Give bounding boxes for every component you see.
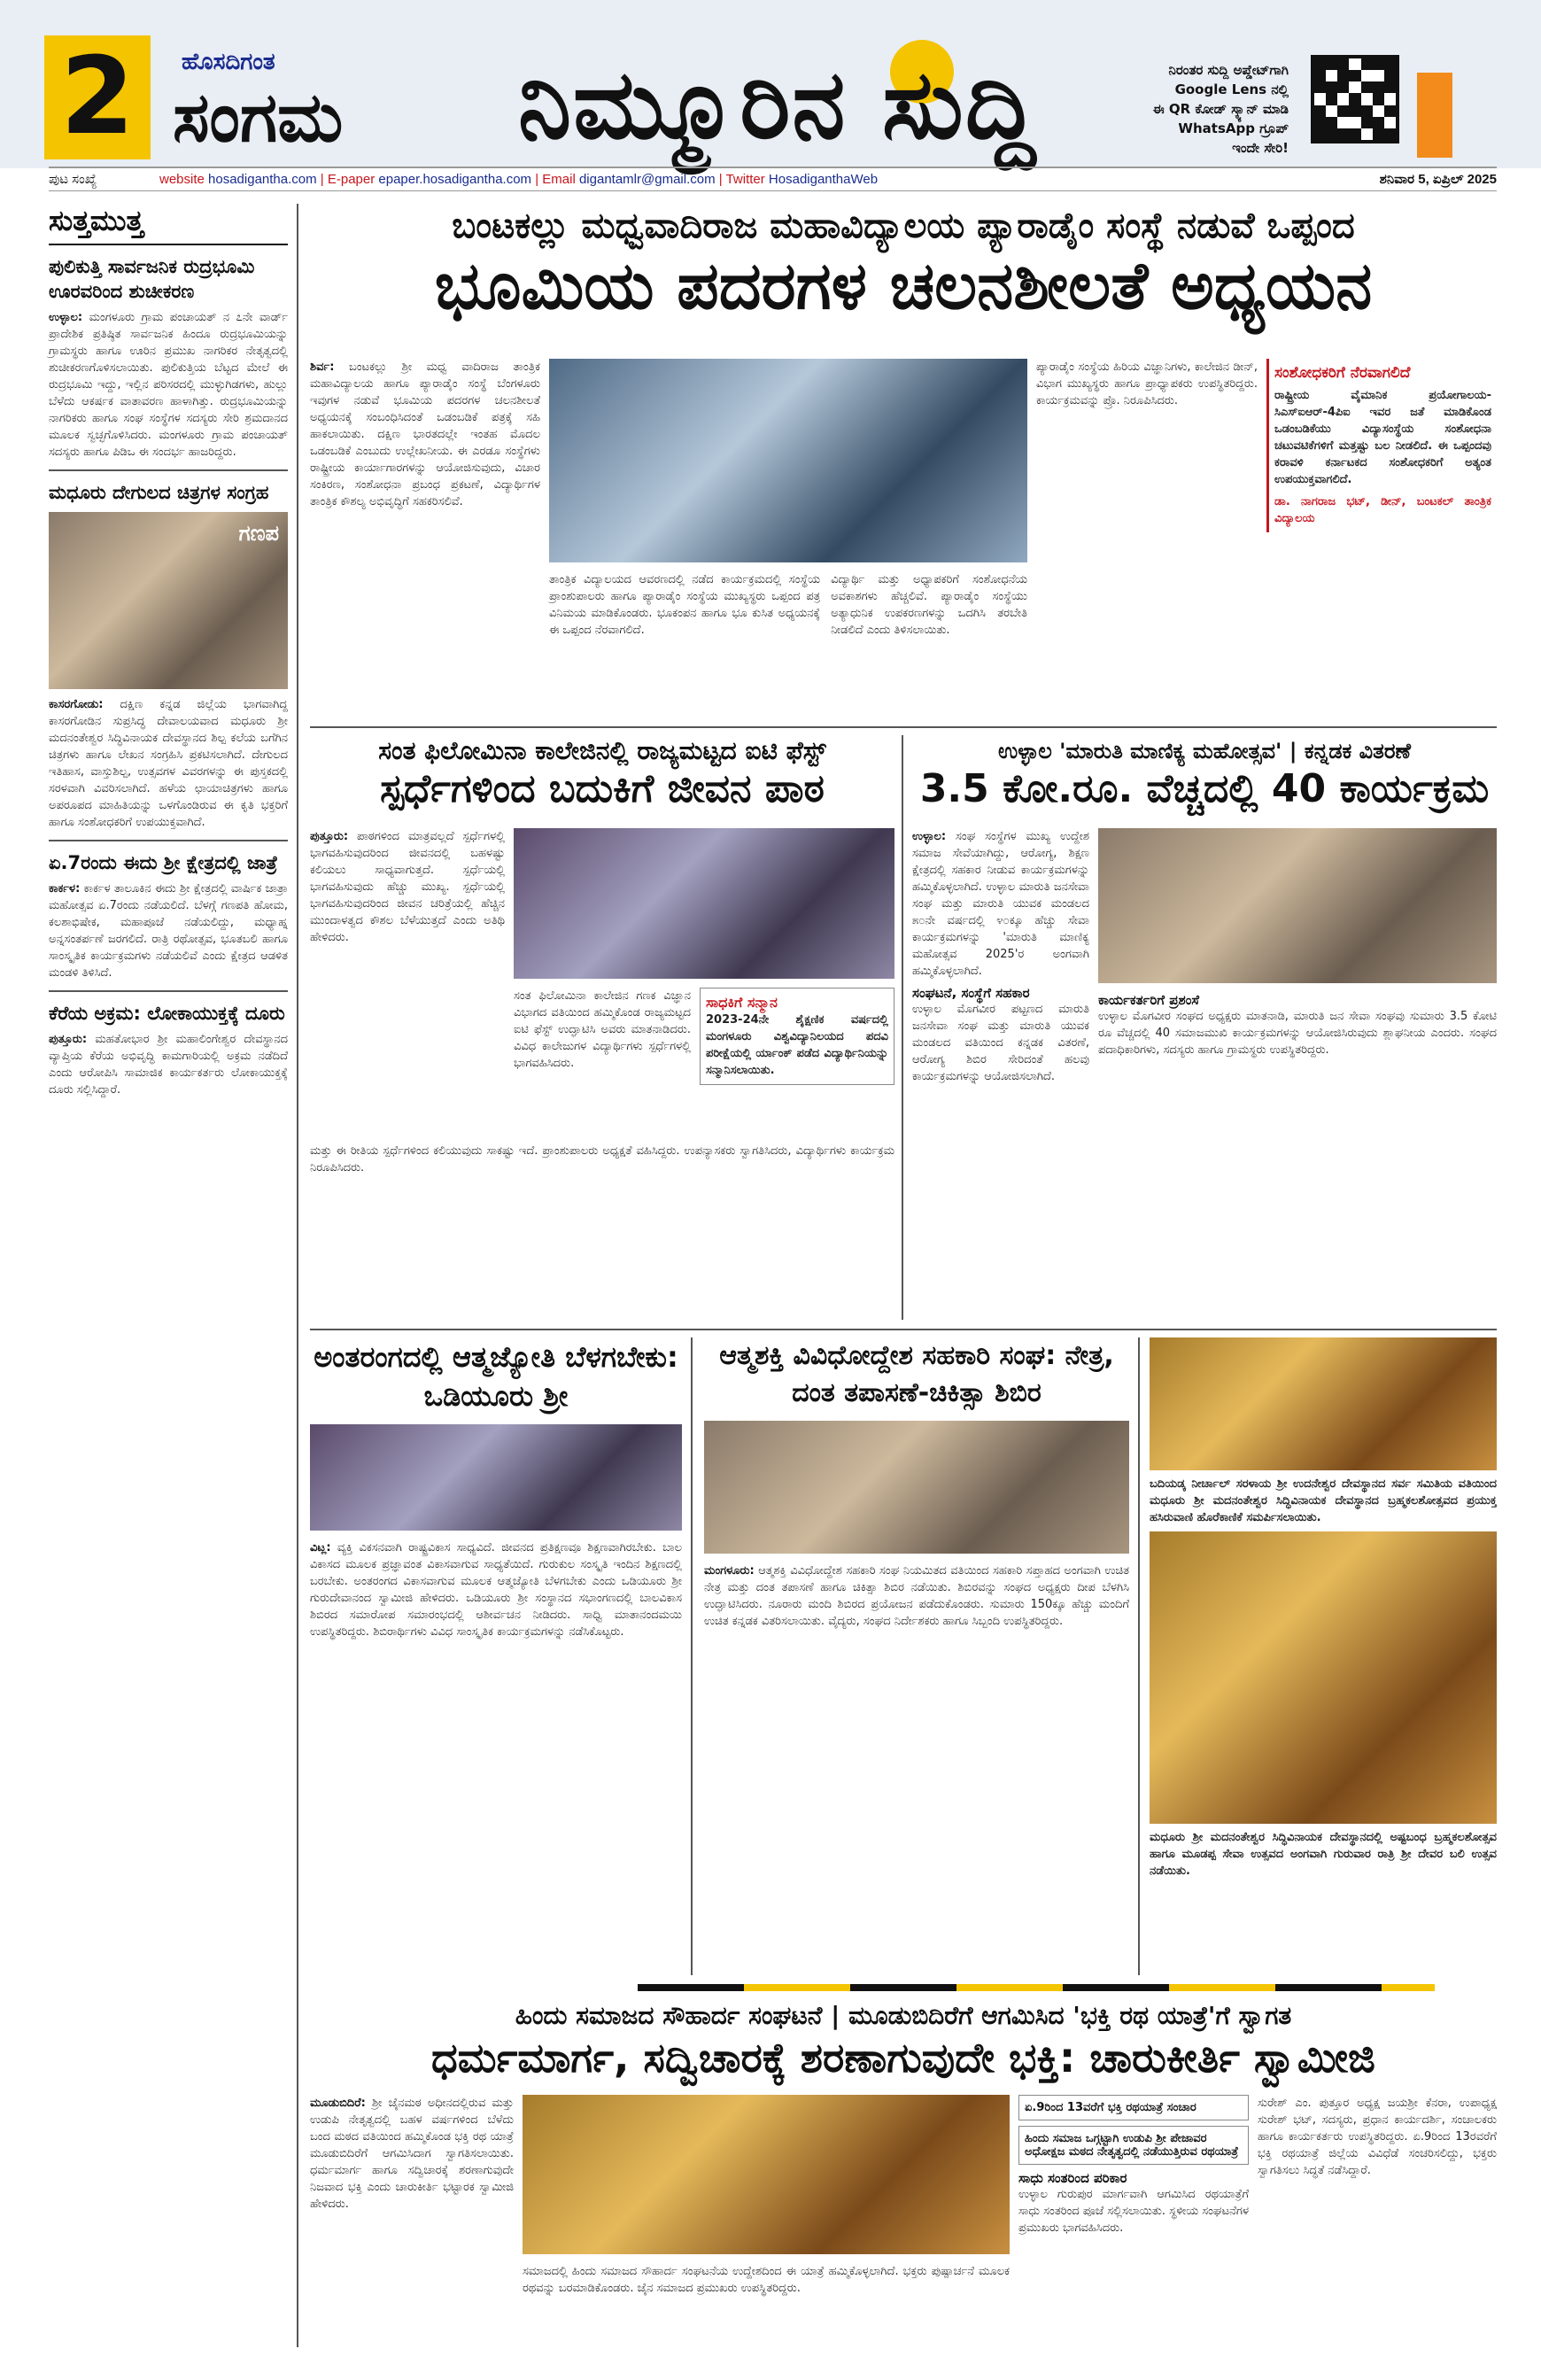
story-body: ತಾಂತ್ರಿಕ ವಿದ್ಯಾಲಯದ ಆವರಣದಲ್ಲಿ ನಡೆದ ಕಾರ್ಯಕ್ರಮದಲ್ಲಿ ಸಂಸ್ಥೆಯ ಪ್ರಾಂಶುಪಾಲರು ಹಾಗೂ ಪ್ಯಾರಾಡೈಂ ಸಂಸ್ಥೆಯ ಮುಖ್ಯಸ್ಥರು ಒಪ್ಪಂದ ಪತ್ರ ವಿನಿಮಯ ಮಾಡಿಕೊಂಡರು. ಭೂಕಂಪನ ಹಾಗೂ ಭೂ ಕುಸಿತ ಅಧ್ಯಯನಕ್ಕೆ ಈ ಒಪ್ಪಂದ ನೆರವಾಗಲಿದೆ. (549, 573, 821, 637)
story-column (912, 828, 1089, 1085)
qr-code-icon[interactable] (1311, 55, 1399, 143)
it-fest-photo (514, 828, 894, 979)
story-column (1036, 359, 1258, 409)
story-headline: ಅಂತರಂಗದಲ್ಲಿ ಆತ್ಮಜ್ಯೋತಿ ಬೆಳಗಬೇಕು: ಒಡಿಯೂರು ಶ್ರೀ (314, 1340, 678, 1413)
story-body: ಮೂಡುಬಿದಿರೆ: ಶ್ರೀ ಜೈನಮಠ ಅಧೀನದಲ್ಲಿರುವ ಮತ್ತು ಉಡುಪಿ ನೇತೃತ್ವದಲ್ಲಿ ಬಹಳ ವರ್ಷಗಳಿಂದ ಬೆಳೆದು ಬಂದ ಮಠದ ವತಿಯಿಂದ ಹಮ್ಮಿಕೊಂಡ ಭಕ್ತಿ ರಥ ಯಾತ್ರೆ ಮೂಡುಬಿದಿರೆಗೆ ಆಗಮಿಸಿದಾಗ ಸ್ವಾಗತಿಸಲಾಯಿತು. ಧರ್ಮಮಾರ್ಗ ಹಾಗೂ ಸದ್ವಿಚಾರಕ್ಕೆ ಶರಣಾಗುವುದೇ ನಿಜವಾದ ಭಕ್ತಿ ಎಂದು ಚಾರುಕೀರ್ತಿ ಭಟ್ಟಾರಕ ಸ್ವಾಮೀಜಿ ಹೇಳಿದರು. (310, 2097, 514, 2211)
box-body: 2023-24ನೇ ಶೈಕ್ಷಣಿಕ ವರ್ಷದಲ್ಲಿ ಮಂಗಳೂರು ವಿಶ್ವವಿದ್ಯಾನಿಲಯದ ಪದವಿ ಪರೀಕ್ಷೆಯಲ್ಲಿ ರ್ಯಾಂಕ್ ಪಡೆದ ವಿದ್ಯಾರ್ಥಿನಿಯನ್ನು ಸನ್ಮಾನಿಸಲಾಯಿತು. (706, 1013, 888, 1077)
epaper-link[interactable]: E-paper epaper.hosadigantha.com (327, 172, 532, 187)
rathayatra-photo (523, 2095, 1010, 2254)
quote-title: ಸಂಶೋಧಕರಿಗೆ ನೆರವಾಗಲಿದೆ (1274, 364, 1411, 382)
story-column (1258, 2095, 1497, 2179)
story-headline: ಆತ್ಮಶಕ್ತಿ ವಿವಿಧೋದ್ದೇಶ ಸಹಕಾರಿ ಸಂಘ: ನೇತ್ರ, ದಂತ ತಪಾಸಣೆ-ಚಿಕಿತ್ಸಾ ಶಿಬಿರ (719, 1340, 1114, 1408)
brand-name: ಸಂಗಮ (173, 78, 344, 158)
divider (310, 1329, 1497, 1330)
left-column (49, 204, 288, 1098)
story-column (523, 2263, 1010, 2297)
story-body: ಮಂಗಳೂರು: ಆತ್ಮಶಕ್ತಿ ವಿವಿಧೋದ್ದೇಶ ಸಹಕಾರಿ ಸಂಘ ನಿಯಮಿತದ ವತಿಯಿಂದ ಸಹಕಾರಿ ಸಪ್ತಾಹದ ಅಂಗವಾಗಿ ಉಚಿತ ನೇತ್ರ ಮತ್ತು ದಂತ ತಪಾಸಣೆ ಹಾಗೂ ಚಿಕಿತ್ಸಾ ಶಿಬಿರ ನಡೆಯಿತು. ಶಿಬಿರವನ್ನು ಸಂಘದ ಅಧ್ಯಕ್ಷರು ದೀಪ ಬೆಳಗಿಸಿ ಉದ್ಘಾಟಿಸಿದರು. ನೂರಾರು ಮಂದಿ ಶಿಬಿರದ ಪ್ರಯೋಜನ ಪಡೆದುಕೊಂಡರು. ಸುಮಾರು 150ಕ್ಕೂ ಹೆಚ್ಚು ಮಂದಿಗೆ ಉಚಿತ ಕನ್ನಡಕ ವಿತರಿಸಲಾಯಿತು. ವೈದ್ಯರು, ಸಂಘದ ನಿರ್ದೇಶಕರು ಹಾಗೂ ಸಿಬ್ಬಂದಿ ಉಪಸ್ಥಿತರಿದ್ದರು. (704, 1564, 1130, 1628)
masthead-title: ನಿಮ್ಮೂರಿನ ಸುದ್ದಿ (518, 49, 1038, 160)
maruthi-photo (1098, 828, 1497, 983)
column-rule (691, 1337, 693, 1975)
quote-body: ರಾಷ್ಟ್ರೀಯ ವೈಮಾನಿಕ ಪ್ರಯೋಗಾಲಯ-ಸಿಎಸ್‌ಐಆರ್-4ಪಿಐ ಇವರ ಜತೆ ಮಾಡಿಕೊಂಡ ಒಡಂಬಡಿಕೆಯು ವಿದ್ಯಾಸಂಸ್ಥೆಯ ಸಂಶೋಧನಾ ಚಟುವಟಿಕೆಗಳಿಗೆ ಮತ್ತಷ್ಟು ಬಲ ನೀಡಲಿದೆ. ಈ ಒಪ್ಪಂದವು ಕರಾವಳಿ ಕರ್ನಾಟಕದ ಸಂಶೋಧಕರಿಗೆ ಅತ್ಯಂತ ಉಪಯುಕ್ತವಾಗಲಿದೆ. (1274, 389, 1491, 486)
story-kicker: ಬಂಟಕಲ್ಲು ಮಧ್ವವಾದಿರಾಜ ಮಹಾವಿದ್ಯಾಲಯ ಪ್ಯಾರಾಡೈಂ ಸಂಸ್ಥೆ ನಡುವೆ ಒಪ್ಪಂದ (452, 205, 1355, 246)
story-body: ಉಳ್ಳಾಲ ಮೊಗವೀರ ಸಂಘದ ಅಧ್ಯಕ್ಷರು ಮಾತನಾಡಿ, ಮಾರುತಿ ಜನ ಸೇವಾ ಸಂಘವು ಸುಮಾರು 3.5 ಕೋಟಿ ರೂ ವೆಚ್ಚದಲ್ಲಿ 40 ಸಮಾಜಮುಖಿ ಕಾರ್ಯಕ್ರಮಗಳನ್ನು ಆಯೋಜಿಸಿರುವುದು ಶ್ಲಾಘನೀಯ ಎಂದರು. ಸಂಘದ ಪದಾಧಿಕಾರಿಗಳು, ಸದಸ್ಯರು ಹಾಗೂ ಗ್ರಾಮಸ್ಥರು ಉಪಸ್ಥಿತರಿದ್ದರು. (1098, 1010, 1497, 1057)
mou-photo (549, 359, 1027, 562)
felicitation-box (700, 988, 894, 1085)
story-column (1018, 2095, 1249, 2237)
divider (49, 840, 288, 841)
info-box: ಏ.9ರಿಂದ 13ವರೆಗೆ ಭಕ್ತಿ ರಥಯಾತ್ರೆ ಸಂಚಾರ (1018, 2095, 1249, 2120)
aathmashakthi-story (704, 1337, 1129, 1630)
story-body: ವಿದ್ಯಾರ್ಥಿ ಮತ್ತು ಅಧ್ಯಾಪಕರಿಗೆ ಸಂಶೋಧನೆಯ ಅವಕಾಶಗಳು ಹೆಚ್ಚಲಿವೆ. ಪ್ಯಾರಾಡೈಂ ಸಂಸ್ಥೆಯು ಅತ್ಯಾಧುನಿಕ ಉಪಕರಣಗಳನ್ನು ಒದಗಿಸಿ ತರಬೇತಿ ನೀಡಲಿದೆ ಎಂದು ತಿಳಿಸಲಾಯಿತು. (831, 573, 1027, 637)
offering-photo (1150, 1337, 1497, 1470)
story-body: ಶಿರ್ವ: ಬಂಟಕಲ್ಲು ಶ್ರೀ ಮಧ್ವ ವಾದಿರಾಜ ತಾಂತ್ರಿಕ ಮಹಾವಿದ್ಯಾಲಯ ಹಾಗೂ ಪ್ಯಾರಾಡೈಂ ಸಂಸ್ಥೆ ಬೆಂಗಳೂರು ಇವುಗಳ ನಡುವೆ ಭೂಮಿಯ ಪದರಗಳ ಚಲನಶೀಲತೆ ಅಧ್ಯಯನಕ್ಕೆ ಸಂಬಂಧಿಸಿದಂತೆ ಒಡಂಬಡಿಕೆ ಪತ್ರಕ್ಕೆ ಸಹಿ ಹಾಕಲಾಯಿತು. ದಕ್ಷಿಣ ಭಾರತದಲ್ಲೇ ಇಂತಹ ಮೊದಲ ಒಡಂಬಡಿಕೆ ಎಂಬುದು ಉಲ್ಲೇಖನೀಯ. ಈ ಎರಡೂ ಸಂಸ್ಥೆಗಳು ರಾಷ್ಟ್ರೀಯ ಕಾರ್ಯಾಗಾರಗಳನ್ನು ಆಯೋಜಿಸುವುದು, ವಿಚಾರ ಸಂಕಿರಣ, ಸಂಶೋಧನಾ ಪ್ರಬಂಧ ಪ್ರಕಟಣೆ, ವಿದ್ಯಾರ್ಥಿಗಳ ತಾಂತ್ರಿಕ ಕೌಶಲ್ಯ ಅಭಿವೃದ್ಧಿಗೆ ಸಹಕರಿಸಲಿವೆ. (310, 360, 540, 508)
story-body: ಉಳ್ಳಾಲ ಗುರುಪುರ ಮಾರ್ಗವಾಗಿ ಆಗಮಿಸಿದ ರಥಯಾತ್ರೆಗೆ ಸಾಧು ಸಂತರಿಂದ ಪೂಜೆ ಸಲ್ಲಿಸಲಾಯಿತು. ಸ್ಥಳೀಯ ಸಂಘಟನೆಗಳ ಪ್ರಮುಖರು ಭಾಗವಹಿಸಿದರು. (1018, 2188, 1250, 2235)
story-subhead: ಸಾಧು ಸಂತರಿಂದ ಪರಿಕಾರ (1018, 2170, 1127, 2186)
story-headline: 3.5 ಕೋ.ರೂ. ವೆಚ್ಚದಲ್ಲಿ 40 ಕಾರ್ಯಕ್ರಮ (919, 766, 1490, 811)
story-columns (549, 571, 1027, 639)
story-body: ಸಮಾಜದಲ್ಲಿ ಹಿಂದು ಸಮಾಜದ ಸೌಹಾರ್ದ ಸಂಘಟನೆಯ ಉದ್ದೇಶದಿಂದ ಈ ಯಾತ್ರೆ ಹಮ್ಮಿಕೊಳ್ಳಲಾಗಿದೆ. ಭಕ್ತರು ಪುಷ್ಪಾರ್ಚನೆ ಮೂಲಕ ರಥವನ್ನು ಬರಮಾಡಿಕೊಂಡರು. ಜೈನ ಸಮಾಜದ ಪ್ರಮುಖರು ಉಪಸ್ಥಿತರಿದ್ದರು. (523, 2265, 1010, 2295)
section-label: ಸುತ್ತಮುತ್ತ (49, 204, 288, 245)
lead-story (310, 204, 1497, 324)
story-title: ಪುಲಿಕುತ್ತಿ ಸಾರ್ವಜನಿಕ ರುದ್ರಭೂಮಿ ಊರವರಿಂದ ಶುಚೀಕರಣ (49, 256, 255, 302)
story-body: ಉಳ್ಳಾಲ: ಸಂಘ ಸಂಸ್ಥೆಗಳ ಮುಖ್ಯ ಉದ್ದೇಶ ಸಮಾಜ ಸೇವೆಯಾಗಿದ್ದು, ಆರೋಗ್ಯ, ಶಿಕ್ಷಣ ಕ್ಷೇತ್ರದಲ್ಲಿ ಸಹಕಾರ ನೀಡುವ ಕಾರ್ಯಕ್ರಮಗಳನ್ನು ಹಮ್ಮಿಕೊಳ್ಳಲಾಗಿದೆ. ಉಳ್ಳಾಲ ಮಾರುತಿ ಜನಸೇವಾ ಸಂಘ ಮತ್ತು ಮಾರುತಿ ಯುವಕ ಮಂಡಲದ ೫೦ನೇ ವರ್ಷದಲ್ಲಿ ೪೦ಕ್ಕೂ ಹೆಚ್ಚು ಸೇವಾ ಕಾರ್ಯಕ್ರಮಗಳನ್ನು 'ಮಾರುತಿ ಮಾಣಿಕ್ಯ ಮಹೋತ್ಸವ 2025'ರ ಅಂಗವಾಗಿ ಹಮ್ಮಿಕೊಳ್ಳಲಾಗಿದೆ. (912, 830, 1089, 978)
column-rule (1138, 1337, 1140, 1975)
story-body: ಉಳ್ಳಾಲ: ಮಂಗಳೂರು ಗ್ರಾಮ ಪಂಚಾಯತ್ ನ ೭ನೇ ವಾರ್ಡ್ ಪ್ರಾದೇಶಿಕ ಪ್ರತಿಷ್ಠಿತ ಸಾರ್ವಜನಿಕ ಹಿಂದೂ ರುದ್ರಭೂಮಿಯನ್ನು ಗ್ರಾಮಸ್ಥರು ಹಾಗೂ ಊರಿನ ಪ್ರಮುಖ ನಾಗರಿಕರ ನೇತೃತ್ವದಲ್ಲಿ ಶುಚೀಕರಣಗೊಳಿಸಲಾಯಿತು. ಪುಲಿಕುತ್ತಿಯ ಬೆಟ್ಟದ ಮೇಲೆ ಈ ರುದ್ರಭೂಮಿ ಇದ್ದು, ಇಲ್ಲಿನ ಪರಿಸರದಲ್ಲಿ ಮುಳ್ಳುಗಿಡಗಳು, ಹುಲ್ಲು ಬೆಳೆದು ಆಕರ್ಷಕ ವಾತಾವರಣ ಹಾಳಾಗಿತ್ತು. ರುದ್ರಭೂಮಿಯನ್ನು ನಾಗರಿಕರು ಹಾಗೂ ಸಂಘ ಸಂಸ್ಥೆಗಳ ಸದಸ್ಯರು ಸೇರಿ ಶ್ರಮದಾನದ ಮೂಲಕ ಸ್ವಚ್ಛಗೊಳಿಸಿದರು. ಮಂಗಳೂರು ಗ್ರಾಮ ಪಂಚಾಯತ್ ಸದಸ್ಯರು ಹಾಗೂ ಪಿಡಿಒ ಈ ಸಂದರ್ಭ ಹಾಜರಿದ್ದರು. (49, 311, 288, 459)
story-subhead: ಕಾರ್ಯಕರ್ತರಿಗೆ ಪ್ರಶಂಸೆ (1098, 992, 1199, 1008)
issue-date: ಶನಿವಾರ 5, ಏಪ್ರಿಲ್ 2025 (1379, 172, 1497, 187)
story-title: ಕೆರೆಯ ಅಕ್ರಮ: ಲೋಕಾಯುಕ್ತಕ್ಕೆ ದೂರು (49, 1003, 285, 1024)
it-fest-story (310, 735, 894, 811)
story-column (310, 359, 540, 510)
temple-festival-photo (1150, 1531, 1497, 1824)
brand-top: ಹೊಸದಿಗಂತ (182, 49, 275, 75)
story-body: ಸುರೇಶ್ ಎಂ. ಪುತ್ತೂರ ಅಧ್ಯಕ್ಷ ಜಯಶ್ರೀ ಕೆನರಾ, ಉಪಾಧ್ಯಕ್ಷ ಸುರೇಶ್ ಭಟ್, ಸದಸ್ಯರು, ಪ್ರಧಾನ ಕಾರ್ಯದರ್ಶಿ, ಸಂಚಾಲಕರು ಹಾಗೂ ಕಾರ್ಯಕರ್ತರು ಉಪಸ್ಥಿತರಿದ್ದರು. ಏ.9ರಿಂದ 13ರವರೆಗೆ ಭಕ್ತಿ ರಥಯಾತ್ರೆ ಜಿಲ್ಲೆಯ ವಿವಿಧೆಡೆ ಸಂಚರಿಸಲಿದ್ದು, ಭಕ್ತರು ಸ್ವಾಗತಿಸಲು ಸಿದ್ಧತೆ ನಡೆಸಿದ್ದಾರೆ. (1258, 2097, 1497, 2177)
column-rule (297, 204, 298, 2347)
story-body: ಉಳ್ಳಾಲ ಮೊಗವೀರ ಪಟ್ಟಣದ ಮಾರುತಿ ಜನಸೇವಾ ಸಂಘ ಮತ್ತು ಮಾರುತಿ ಯುವಕ ಮಂಡಲದ ವತಿಯಿಂದ ಕನ್ನಡಕ ವಿತರಣೆ, ಆರೋಗ್ಯ ಶಿಬಿರ ಸೇರಿದಂತೆ ಹಲವು ಕಾರ್ಯಕ್ರಮಗಳನ್ನು ಆಯೋಜಿಸಲಾಗಿದೆ. (912, 1003, 1089, 1083)
story-column (1098, 992, 1497, 1058)
photo-caption: ಮಧೂರು ಶ್ರೀ ಮದನಂತೇಶ್ವರ ಸಿದ್ಧಿವಿನಾಯಕ ದೇವಸ್ಥಾನದಲ್ಲಿ ಅಷ್ಟಬಂಧ ಬ್ರಹ್ಮಕಲಶೋತ್ಸವ ಹಾಗೂ ಮೂಡಪ್ಪ ಸೇವಾ ಉತ್ಸವದ ಅಂಗವಾಗಿ ಗುರುವಾರ ರಾತ್ರಿ ಶ್ರೀ ದೇವರ ಬಲಿ ಉತ್ಸವ ನಡೆಯಿತು. (1150, 1831, 1497, 1878)
divider (49, 990, 288, 992)
quote-byline: ಡಾ. ನಾಗರಾಜ ಭಟ್, ಡೀನ್, ಬಂಟಕಲ್ ತಾಂತ್ರಿಕ ವಿದ್ಯಾಲಯ (1274, 495, 1491, 525)
odiyoor-story (310, 1337, 682, 1640)
story-body: ಸಂತ ಫಿಲೋಮಿನಾ ಕಾಲೇಜಿನ ಗಣಕ ವಿಜ್ಞಾನ ವಿಭಾಗದ ವತಿಯಿಂದ ಹಮ್ಮಿಕೊಂಡ ರಾಜ್ಯಮಟ್ಟದ ಐಟಿ ಫೆಸ್ಟ್ ಉದ್ಘಾಟಿಸಿ ಅವರು ಮಾತನಾಡಿದರು. ವಿವಿಧ ಕಾಲೇಜುಗಳ ವಿದ್ಯಾರ್ಥಿಗಳು ಸ್ಪರ್ಧೆಗಳಲ್ಲಿ ಭಾಗವಹಿಸಿದರು. (514, 989, 691, 1070)
accent-bar (1417, 73, 1452, 158)
story-column (310, 1143, 894, 1176)
box-title: ಸಾಧಕಿಗೆ ಸನ್ಮಾನ (706, 994, 778, 1011)
story-body: ಪುತ್ತೂರು: ಮಹತೋಭಾರ ಶ್ರೀ ಮಹಾಲಿಂಗೇಶ್ವರ ದೇವಸ್ಥಾನದ ವ್ಯಾಪ್ತಿಯ ಕೆರೆಯ ಅಭಿವೃದ್ಧಿ ಕಾಮಗಾರಿಯಲ್ಲಿ ಅಕ್ರಮ ನಡೆದಿದೆ ಎಂದು ಆರೋಪಿಸಿ ಸಾಮಾಜಿಕ ಕಾರ್ಯಕರ್ತರು ಲೋಕಾಯುಕ್ತಕ್ಕೆ ದೂರು ಸಲ್ಲಿಸಿದ್ದಾರೆ. (49, 1033, 288, 1097)
madhur-photos (1150, 1337, 1497, 1880)
info-box: ಹಿಂದು ಸಮಾಜ ಒಗ್ಗಟ್ಟಾಗಿ ಉಡುಪಿ ಶ್ರೀ ಪೇಜಾವರ ಅಧೋಕ್ಷಜ ಮಠದ ನೇತೃತ್ವದಲ್ಲಿ ನಡೆಯುತ್ತಿರುವ ರಥಯಾತ್ರೆ (1018, 2126, 1249, 2165)
camp-photo (704, 1421, 1129, 1554)
story-column (514, 988, 691, 1072)
book-cover-image (49, 512, 288, 689)
divider (310, 726, 1497, 728)
story-title: ಮಧೂರು ದೇಗುಲದ ಚಿತ್ರಗಳ ಸಂಗ್ರಹ (49, 482, 269, 503)
email-link[interactable]: Email digantamlr@gmail.com (542, 172, 716, 187)
story-kicker: ಸಂತ ಫಿಲೋಮಿನಾ ಕಾಲೇಜಿನಲ್ಲಿ ರಾಜ್ಯಮಟ್ಟದ ಐಟಿ ಫೆಸ್ಟ್ (378, 736, 826, 765)
column-rule (902, 735, 903, 1320)
divider (49, 469, 288, 471)
qr-instructions: ನಿರಂತರ ಸುದ್ದಿ ಅಪ್ಡೇಟ್‌ಗಾಗಿ Google Lens ನಲ್ಲಿ ಈ QR ಕೋಡ್ ಸ್ಕ್ಯಾನ್ ಮಾಡಿ WhatsApp ಗ್ರೂಪ್ ಇಂದೇ ಸೇರಿ! (1152, 62, 1289, 156)
accent-stripe (638, 1984, 1435, 1991)
story-subhead: ಸಂಘಟನೆ, ಸಂಸ್ಥೆಗೆ ಸಹಕಾರ (912, 985, 1030, 1001)
website-link[interactable]: website hosadigantha.com (159, 172, 317, 187)
rathayatra-story (310, 2000, 1497, 2083)
story-body: ಪ್ಯಾರಾಡೈಂ ಸಂಸ್ಥೆಯ ಹಿರಿಯ ವಿಜ್ಞಾನಿಗಳು, ಕಾಲೇಜಿನ ಡೀನ್, ವಿಭಾಗ ಮುಖ್ಯಸ್ಥರು ಹಾಗೂ ಪ್ರಾಧ್ಯಾಪಕರು ಉಪಸ್ಥಿತರಿದ್ದರು. ಕಾರ್ಯಕ್ರಮವನ್ನು ಪ್ರೊ. ನಿರೂಪಿಸಿದರು. (1036, 360, 1258, 407)
story-title: ಏ.7ರಂದು ಈದು ಶ್ರೀ ಕ್ಷೇತ್ರದಲ್ಲಿ ಜಾತ್ರೆ (49, 852, 278, 873)
story-kicker: ಉಳ್ಳಾಲ 'ಮಾರುತಿ ಮಾಣಿಕ್ಯ ಮಹೋತ್ಸವ' | ಕನ್ನಡಕ ವಿತರಣೆ (997, 739, 1412, 764)
page-number: 2 (44, 35, 151, 159)
book-title: ಗಣಪ (238, 521, 279, 546)
story-column (310, 2095, 514, 2213)
photo-caption: ಬದಿಯಡ್ಕ ನೀರ್ಚಾಲ್ ಸರಳಾಯ ಶ್ರೀ ಉದನೇಶ್ವರ ದೇವಸ್ಥಾನದ ಸರ್ವ ಸಮಿತಿಯ ವತಿಯಿಂದ ಮಧೂರು ಶ್ರೀ ಮದನಂತೇಶ್ವರ ಸಿದ್ಧಿವಿನಾಯಕ ದೇವಸ್ಥಾನದ ಬ್ರಹ್ಮಕಲಶೋತ್ಸವದ ಪ್ರಯುಕ್ತ ಹಸಿರುವಾಣಿ ಹೊರೆಕಾಣಿಕೆ ಸಮರ್ಪಿಸಲಾಯಿತು. (1150, 1477, 1497, 1524)
story-headline: ಭೂಮಿಯ ಪದರಗಳ ಚಲನಶೀಲತೆ ಅಧ್ಯಯನ (434, 248, 1373, 324)
page-tag: ಪುಟ ಸಂಖ್ಯೆ (49, 172, 97, 187)
story-headline: ಸ್ಪರ್ಧೆಗಳಿಂದ ಬದುಕಿಗೆ ಜೀವನ ಪಾಠ (380, 766, 825, 811)
story-headline: ಧರ್ಮಮಾರ್ಗ, ಸದ್ವಿಚಾರಕ್ಕೆ ಶರಣಾಗುವುದೇ ಭಕ್ತಿ: ಚಾರುಕೀರ್ತಿ ಸ್ವಾಮೀಜಿ (431, 2034, 1375, 2082)
maruthi-story (912, 735, 1497, 811)
story-body: ಪುತ್ತೂರು: ಪಾಠಗಳಿಂದ ಮಾತ್ರವಲ್ಲದೆ ಸ್ಪರ್ಧೆಗಳಲ್ಲಿ ಭಾಗವಹಿಸುವುದರಿಂದ ಜೀವನದಲ್ಲಿ ಬಹಳಷ್ಟು ಕಲಿಯಲು ಸಾಧ್ಯವಾಗುತ್ತದೆ. ಸ್ಪರ್ಧೆಯಲ್ಲಿ ಭಾಗವಹಿಸುವುದು ಹೆಚ್ಚು ಮುಖ್ಯ. ಸ್ಪರ್ಧೆಯಲ್ಲಿ ಭಾಗವಹಿಸುವುದರಿಂದ ಜೀವನ ಚರಿತ್ರೆಯಲ್ಲಿ ಹೆಚ್ಚಿನ ಮುಂದಾಳತ್ವದ ಕೌಶಲ ಬೆಳೆಯುತ್ತದೆ ಎಂದು ಅತಿಥಿ ಹೇಳಿದರು. (310, 830, 505, 944)
story-kicker: ಹಿಂದು ಸಮಾಜದ ಸೌಹಾರ್ದ ಸಂಘಟನೆ | ಮೂಡುಬಿದಿರೆಗೆ ಆಗಮಿಸಿದ 'ಭಕ್ತಿ ರಥ ಯಾತ್ರೆ'ಗೆ ಸ್ವಾಗತ (515, 2001, 1292, 2030)
story-body: ವಿಟ್ಲ: ವ್ಯಕ್ತಿ ವಿಕಸನವಾಗಿ ರಾಷ್ಟ್ರವಿಕಾಸ ಸಾಧ್ಯವಿದೆ. ಜೀವನದ ಪ್ರತಿಕ್ಷಣವೂ ಶಿಕ್ಷಣವಾಗಿರಬೇಕು. ಬಾಲ ವಿಕಾಸದ ಮೂಲಕ ಪ್ರಜ್ಞಾವಂತ ವಿಕಾಸವಾಗುವ ಸಾಧ್ಯತೆಯಿದೆ. ಗುರುಕುಲ ಸಂಸ್ಕೃತಿ ಇಂದಿನ ಶಿಕ್ಷಣದಲ್ಲಿ ಬರಬೇಕು. ಅಂತರಂಗದ ವಿಕಾಸವಾಗುವ ಮೂಲಕ ಆತ್ಮಜ್ಯೋತಿ ಬೆಳಗಬೇಕು ಎಂದು ಒಡಿಯೂರು ಶ್ರೀ ಗುರುದೇವಾನಂದ ಸ್ವಾಮೀಜಿ ಹೇಳಿದರು. ಒಡಿಯೂರು ಶ್ರೀ ಸಂಸ್ಥಾನದ ಸಭಾಂಗಣದಲ್ಲಿ ಬಾಲವಿಕಾಸ ಶಿಬಿರದ ಸಮಾರೋಪ ಸಮಾರಂಭದಲ್ಲಿ ಆಶೀರ್ವಚನ ನೀಡಿದರು. ಸಾಧ್ವಿ ಮಾತಾನಂದಮಯಿ ಉಪಸ್ಥಿತರಿದ್ದರು. ಶಿಬಿರಾರ್ಥಿಗಳು ವಿವಿಧ ಸಾಂಸ್ಕೃತಿಕ ಕಾರ್ಯಕ್ರಮಗಳನ್ನು ನಡೆಸಿಕೊಟ್ಟರು. (310, 1541, 682, 1639)
date-bar (49, 167, 1497, 191)
odiyoor-photo (310, 1424, 682, 1531)
story-body: ಮತ್ತು ಈ ರೀತಿಯ ಸ್ಪರ್ಧೆಗಳಿಂದ ಕಲಿಯುವುದು ಸಾಕಷ್ಟು ಇದೆ. ಪ್ರಾಂಶುಪಾಲರು ಅಧ್ಯಕ್ಷತೆ ವಹಿಸಿದ್ದರು. ಉಪನ್ಯಾಸಕರು ಸ್ವಾಗತಿಸಿದರು, ವಿದ್ಯಾರ್ಥಿಗಳು ಕಾರ್ಯಕ್ರಮ ನಿರೂಪಿಸಿದರು. (310, 1144, 894, 1174)
story-column (310, 828, 505, 946)
quote-box (1266, 359, 1497, 532)
story-body: ಕಾರ್ಕಳ: ಕಾರ್ಕಳ ತಾಲೂಕಿನ ಈದು ಶ್ರೀ ಕ್ಷೇತ್ರದಲ್ಲಿ ವಾರ್ಷಿಕ ಜಾತ್ರಾ ಮಹೋತ್ಸವ ಏ.7ರಂದು ನಡೆಯಲಿದೆ. ಬೆಳಗ್ಗೆ ಗಣಪತಿ ಹೋಮ, ಕಲಶಾಭಿಷೇಕ, ಮಹಾಪೂಜೆ ನಡೆಯಲಿದ್ದು, ಮಧ್ಯಾಹ್ನ ಅನ್ನಸಂತರ್ಪಣೆ ಜರಗಲಿದೆ. ರಾತ್ರಿ ರಥೋತ್ಸವ, ಭೂತಬಲಿ ಹಾಗೂ ಸಾಂಸ್ಕೃತಿಕ ಕಾರ್ಯಕ್ರಮಗಳು ನಡೆಯಲಿವೆ ಎಂದು ಕ್ಷೇತ್ರದ ಆಡಳಿತ ಮಂಡಳಿ ತಿಳಿಸಿದೆ. (49, 882, 288, 980)
contact-links: website hosadigantha.com | E-paper epaper.hosadigantha.com | Email digantamlr@gmail.com | Twitter HosadiganthaWeb (159, 172, 879, 187)
twitter-link[interactable]: Twitter HosadiganthaWeb (725, 172, 879, 187)
story-body: ಕಾಸರಗೋಡು: ದಕ್ಷಿಣ ಕನ್ನಡ ಜಿಲ್ಲೆಯ ಭಾಗವಾಗಿದ್ದ ಕಾಸರಗೋಡಿನ ಸುಪ್ರಸಿದ್ಧ ದೇವಾಲಯವಾದ ಮಧೂರು ಶ್ರೀ ಮದನಂತೇಶ್ವರ ಸಿದ್ಧಿವಿನಾಯಕ ದೇವಸ್ಥಾನದ ಶಿಲ್ಪ ಕಲೆಯ ಬಗೆಗಿನ ಚಿತ್ರಗಳು ಹಾಗೂ ಲೇಖನ ಸಂಗ್ರಹಿಸಿ ಪ್ರಕಟಿಸಲಾಗಿದೆ. ದೇಗುಲದ ಇತಿಹಾಸ, ವಾಸ್ತುಶಿಲ್ಪ, ಉತ್ಸವಗಳ ವಿವರಗಳನ್ನು ಈ ಪುಸ್ತಕದಲ್ಲಿ ಸರಳವಾಗಿ ವಿವರಿಸಲಾಗಿದೆ. ಹಳೆಯ ಛಾಯಾಚಿತ್ರಗಳು ಹಾಗೂ ಅಪರೂಪದ ಮಾಹಿತಿಯನ್ನು ಒಳಗೊಂಡಿರುವ ಈ ಕೃತಿ ಭಕ್ತರಿಗೆ ಹಾಗೂ ಸಂಶೋಧಕರಿಗೆ ಉಪಯುಕ್ತವಾಗಿದೆ. (49, 698, 288, 829)
